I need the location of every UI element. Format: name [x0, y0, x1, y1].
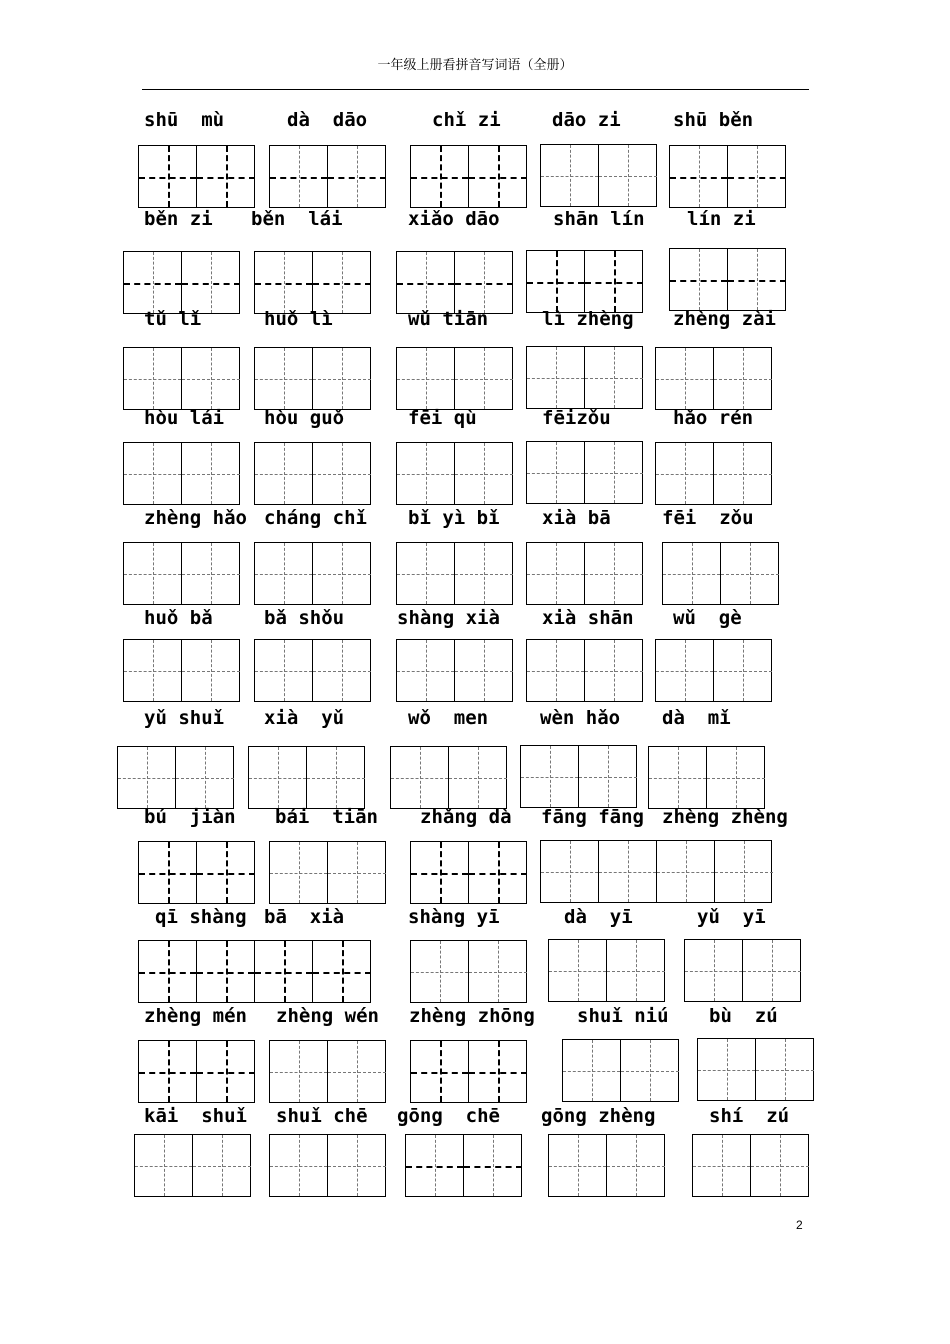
writing-grid[interactable] [254, 639, 371, 702]
grid-cell[interactable] [124, 640, 182, 701]
pinyin-label: hòu guǒ [264, 407, 345, 429]
grid-cell[interactable] [182, 640, 240, 701]
grid-cell[interactable] [455, 252, 513, 313]
grid-cell[interactable] [527, 442, 585, 503]
grid-cell[interactable] [270, 146, 328, 207]
grid-cell[interactable] [411, 842, 469, 903]
pinyin-label: yǔ yī [697, 906, 766, 928]
grid-cell[interactable] [313, 443, 371, 504]
grid-cell[interactable] [197, 1041, 255, 1102]
grid-cell[interactable] [313, 348, 371, 409]
grid-cell[interactable] [124, 543, 182, 604]
pinyin-label: dāo zi [552, 109, 621, 131]
grid-cell[interactable] [455, 543, 513, 604]
pinyin-label: xiǎo dāo [408, 208, 500, 230]
grid-cell[interactable] [411, 146, 469, 207]
grid-cell[interactable] [328, 1135, 386, 1196]
grid-cell[interactable] [270, 842, 328, 903]
grid-cell[interactable] [469, 1041, 527, 1102]
pinyin-label: tǔ lǐ [144, 308, 202, 330]
grid-cell[interactable] [585, 442, 643, 503]
pinyin-label: fēi qù [408, 407, 477, 429]
grid-cell[interactable] [743, 940, 801, 1001]
grid-cell[interactable] [527, 640, 585, 701]
grid-cell[interactable] [549, 940, 607, 1001]
writing-grid[interactable] [526, 250, 643, 313]
grid-cell[interactable] [707, 747, 765, 808]
grid-cell[interactable] [313, 941, 371, 1002]
pinyin-label: zhèng mén [144, 1005, 247, 1027]
writing-grid[interactable] [526, 542, 643, 605]
grid-cell[interactable] [464, 1135, 522, 1196]
grid-cell[interactable] [255, 941, 313, 1002]
grid-cell[interactable] [182, 348, 240, 409]
grid-cell[interactable] [313, 543, 371, 604]
grid-cell[interactable] [656, 443, 714, 504]
page-number: 2 [796, 1218, 803, 1232]
grid-cell[interactable] [527, 543, 585, 604]
writing-grid[interactable] [526, 346, 643, 409]
writing-grid[interactable] [410, 1040, 527, 1103]
grid-cell[interactable] [406, 1135, 464, 1196]
writing-grid[interactable] [410, 940, 527, 1003]
pinyin-label: dà mǐ [662, 707, 731, 729]
writing-grid[interactable] [123, 442, 240, 505]
grid-cell[interactable] [397, 348, 455, 409]
grid-cell[interactable] [455, 348, 513, 409]
page-header-title: 一年级上册看拼音写词语（全册） [377, 58, 573, 73]
pinyin-label: gōng chē [397, 1105, 500, 1127]
pinyin-label: yǔ shuǐ [144, 707, 225, 729]
pinyin-label: bǎ shǒu [264, 607, 345, 629]
pinyin-label: shuǐ chē [276, 1105, 368, 1127]
grid-cell[interactable] [139, 941, 197, 1002]
grid-cell[interactable] [197, 842, 255, 903]
grid-cell[interactable] [397, 543, 455, 604]
grid-cell[interactable] [197, 941, 255, 1002]
grid-cell[interactable] [756, 1039, 814, 1100]
grid-cell[interactable] [585, 347, 643, 408]
grid-cell[interactable] [391, 747, 449, 808]
grid-cell[interactable] [124, 252, 182, 313]
grid-cell[interactable] [255, 640, 313, 701]
pinyin-label: zhèng zhōng [409, 1005, 535, 1027]
writing-grid[interactable] [396, 251, 513, 314]
pinyin-label: fēizǒu [542, 407, 611, 429]
grid-cell[interactable] [328, 842, 386, 903]
writing-grid[interactable] [138, 940, 371, 1003]
grid-cell[interactable] [527, 251, 585, 312]
grid-cell[interactable] [176, 747, 234, 808]
writing-grid[interactable] [540, 144, 657, 207]
writing-grid[interactable] [669, 248, 786, 311]
grid-cell[interactable] [139, 842, 197, 903]
pinyin-label: zhèng zhèng [662, 806, 788, 828]
grid-cell[interactable] [270, 1135, 328, 1196]
grid-cell[interactable] [698, 1039, 756, 1100]
writing-grid[interactable] [540, 840, 772, 903]
grid-cell[interactable] [197, 146, 255, 207]
pinyin-label: xià bā [542, 507, 611, 529]
grid-cell[interactable] [255, 252, 313, 313]
writing-grid[interactable] [138, 841, 255, 904]
pinyin-label: bā xià [264, 906, 345, 928]
writing-grid[interactable] [254, 442, 371, 505]
grid-cell[interactable] [751, 1135, 809, 1196]
pinyin-label: bù zú [709, 1005, 778, 1027]
writing-grid[interactable] [655, 442, 772, 505]
header-divider [142, 89, 809, 90]
grid-cell[interactable] [397, 443, 455, 504]
writing-grid[interactable] [134, 1134, 251, 1197]
grid-cell[interactable] [449, 747, 507, 808]
writing-grid[interactable] [662, 542, 779, 605]
pinyin-label: hòu lái [144, 407, 225, 429]
grid-cell[interactable] [139, 1041, 197, 1102]
grid-cell[interactable] [656, 348, 714, 409]
writing-grid[interactable] [123, 639, 240, 702]
grid-cell[interactable] [714, 640, 772, 701]
writing-grid[interactable] [697, 1038, 814, 1101]
writing-grid[interactable] [548, 939, 665, 1002]
writing-grid[interactable] [123, 347, 240, 410]
pinyin-label: gōng zhèng [541, 1105, 656, 1127]
grid-cell[interactable] [270, 1041, 328, 1102]
pinyin-label: chǐ zi [432, 109, 501, 131]
pinyin-label: xià yǔ [264, 707, 345, 729]
grid-cell[interactable] [728, 249, 786, 310]
grid-cell[interactable] [139, 146, 197, 207]
writing-grid[interactable] [655, 347, 772, 410]
grid-cell[interactable] [663, 543, 721, 604]
writing-grid[interactable] [526, 639, 643, 702]
grid-cell[interactable] [328, 1041, 386, 1102]
grid-cell[interactable] [670, 146, 728, 207]
grid-cell[interactable] [685, 940, 743, 1001]
pinyin-label: xià shān [542, 607, 634, 629]
pinyin-label: lì zhèng [542, 308, 634, 330]
grid-cell[interactable] [607, 940, 665, 1001]
pinyin-label: cháng chǐ [264, 507, 367, 529]
grid-cell[interactable] [307, 747, 365, 808]
grid-cell[interactable] [527, 347, 585, 408]
writing-grid[interactable] [405, 1134, 522, 1197]
writing-grid[interactable] [254, 251, 371, 314]
pinyin-label: wǔ tiān [408, 308, 489, 330]
writing-grid[interactable] [684, 939, 801, 1002]
pinyin-label: shàng xià [397, 607, 500, 629]
grid-cell[interactable] [469, 842, 527, 903]
grid-cell[interactable] [411, 941, 469, 1002]
grid-cell[interactable] [693, 1135, 751, 1196]
grid-cell[interactable] [135, 1135, 193, 1196]
writing-grid[interactable] [248, 746, 365, 809]
grid-cell[interactable] [124, 443, 182, 504]
pinyin-label: bú jiàn [144, 806, 236, 828]
writing-grid[interactable] [520, 745, 637, 808]
pinyin-label: shàng yī [408, 906, 500, 928]
pinyin-label: wèn hǎo [540, 707, 621, 729]
pinyin-label: běn zi [144, 208, 213, 230]
grid-cell[interactable] [585, 251, 643, 312]
grid-cell[interactable] [656, 640, 714, 701]
pinyin-label: shū běn [673, 109, 754, 131]
grid-cell[interactable] [313, 252, 371, 313]
pinyin-label: shí zú [709, 1105, 790, 1127]
pinyin-label: shū mù [144, 109, 225, 131]
grid-cell[interactable] [455, 443, 513, 504]
writing-grid[interactable] [396, 542, 513, 605]
pinyin-label: lín zi [687, 208, 756, 230]
pinyin-label: dà dāo [287, 109, 368, 131]
writing-grid[interactable] [669, 145, 786, 208]
writing-grid[interactable] [548, 1134, 665, 1197]
grid-cell[interactable] [657, 841, 715, 902]
grid-cell[interactable] [255, 543, 313, 604]
writing-grid[interactable] [410, 145, 527, 208]
grid-cell[interactable] [397, 252, 455, 313]
grid-cell[interactable] [255, 348, 313, 409]
writing-grid[interactable] [396, 347, 513, 410]
grid-cell[interactable] [585, 543, 643, 604]
pinyin-label: zhèng hǎo [144, 507, 247, 529]
grid-cell[interactable] [563, 1040, 621, 1101]
writing-grid[interactable] [648, 746, 765, 809]
pinyin-label: shuǐ niú [577, 1005, 669, 1027]
grid-cell[interactable] [397, 640, 455, 701]
grid-cell[interactable] [118, 747, 176, 808]
grid-cell[interactable] [649, 747, 707, 808]
grid-cell[interactable] [714, 443, 772, 504]
pinyin-label: zhǎng dà [420, 806, 512, 828]
pinyin-label: shān lín [553, 208, 645, 230]
pinyin-label: zhèng wén [276, 1005, 379, 1027]
grid-cell[interactable] [549, 1135, 607, 1196]
grid-cell[interactable] [255, 443, 313, 504]
grid-cell[interactable] [599, 145, 657, 206]
writing-grid[interactable] [562, 1039, 679, 1102]
pinyin-label: qī shàng [155, 906, 247, 928]
pinyin-label: fēi zǒu [662, 507, 754, 529]
writing-grid[interactable] [123, 251, 240, 314]
grid-cell[interactable] [721, 543, 779, 604]
grid-cell[interactable] [182, 443, 240, 504]
grid-cell[interactable] [249, 747, 307, 808]
grid-cell[interactable] [621, 1040, 679, 1101]
writing-grid[interactable] [269, 145, 386, 208]
writing-grid[interactable] [396, 442, 513, 505]
grid-cell[interactable] [585, 640, 643, 701]
grid-cell[interactable] [728, 146, 786, 207]
grid-cell[interactable] [455, 640, 513, 701]
writing-grid[interactable] [138, 145, 255, 208]
grid-cell[interactable] [411, 1041, 469, 1102]
writing-grid[interactable] [655, 639, 772, 702]
writing-grid[interactable] [138, 1040, 255, 1103]
grid-cell[interactable] [599, 841, 657, 902]
grid-cell[interactable] [193, 1135, 251, 1196]
pinyin-label: bái tiān [275, 806, 378, 828]
writing-grid[interactable] [254, 347, 371, 410]
pinyin-label: zhèng zài [673, 308, 776, 330]
writing-grid[interactable] [117, 746, 234, 809]
grid-cell[interactable] [469, 941, 527, 1002]
grid-cell[interactable] [313, 640, 371, 701]
grid-cell[interactable] [541, 841, 599, 902]
writing-grid[interactable] [254, 542, 371, 605]
grid-cell[interactable] [469, 146, 527, 207]
pinyin-label: bǐ yì bǐ [408, 507, 500, 529]
grid-cell[interactable] [328, 146, 386, 207]
writing-grid[interactable] [526, 441, 643, 504]
writing-grid[interactable] [692, 1134, 809, 1197]
writing-grid[interactable] [410, 841, 527, 904]
grid-cell[interactable] [715, 841, 773, 902]
grid-cell[interactable] [607, 1135, 665, 1196]
pinyin-label: běn lái [251, 208, 343, 230]
pinyin-label: huǒ bǎ [144, 607, 213, 629]
writing-grid[interactable] [269, 841, 386, 904]
pinyin-label: kāi shuǐ [144, 1105, 247, 1127]
writing-grid[interactable] [396, 639, 513, 702]
pinyin-label: dà yī [564, 906, 633, 928]
pinyin-label: wǔ gè [673, 607, 742, 629]
grid-cell[interactable] [670, 249, 728, 310]
writing-grid[interactable] [123, 542, 240, 605]
grid-cell[interactable] [579, 746, 637, 807]
pinyin-label: wǒ men [408, 707, 489, 729]
grid-cell[interactable] [124, 348, 182, 409]
writing-grid[interactable] [269, 1134, 386, 1197]
writing-grid[interactable] [269, 1040, 386, 1103]
grid-cell[interactable] [714, 348, 772, 409]
grid-cell[interactable] [182, 543, 240, 604]
pinyin-label: hǎo rén [673, 407, 754, 429]
grid-cell[interactable] [521, 746, 579, 807]
writing-grid[interactable] [390, 746, 507, 809]
grid-cell[interactable] [182, 252, 240, 313]
grid-cell[interactable] [541, 145, 599, 206]
pinyin-label: huǒ lì [264, 308, 333, 330]
pinyin-label: fāng fāng [541, 806, 644, 828]
